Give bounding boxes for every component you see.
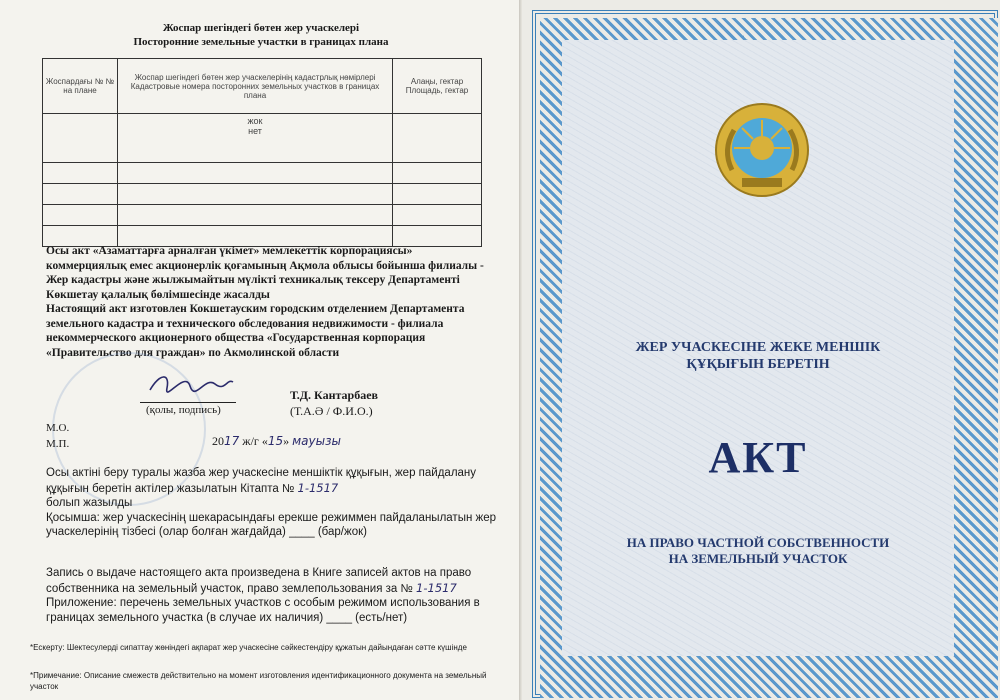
signature-line	[140, 402, 236, 403]
cover-akt: АКТ	[708, 433, 808, 482]
date-close: »	[283, 434, 290, 448]
appendix-ru: Приложение: перечень земельных участков с особым режимом использования в границах земельного участка (в случае их наличия) ____ (есть/нет)	[46, 597, 480, 624]
signer-caption: (Т.А.Ә / Ф.И.О.)	[290, 404, 373, 418]
table-row	[43, 205, 482, 226]
col-number-header: Жоспардағы № № на плане	[43, 59, 118, 114]
issue-date	[212, 434, 341, 449]
none-kz: жок	[247, 116, 263, 126]
col-area-header: Алаңы, гектар Площадь, гектар	[393, 59, 482, 114]
table-title-kz: Жоспар шегіндегі бөтен жер учаскелері	[162, 22, 360, 34]
cover-title-ru-2: НА ЗЕМЕЛЬНЫЙ УЧАСТОК	[668, 551, 848, 566]
note-ru: *Примечание: Описание смежеств действительно на момент изготовления идентификационного документа на земельный участок	[30, 671, 487, 691]
plots-table	[42, 58, 482, 247]
note-kz: *Ескерту: Шектесулерді сипаттау жөніндегі ақпарат жер учаскесіне сәйкестендіру құжатын дайындаған сәтте күшінде	[30, 643, 467, 652]
signature-caption: (қолы, подпись)	[146, 404, 221, 416]
table-row	[43, 184, 482, 205]
right-page	[522, 0, 1000, 700]
date-year: 17	[224, 434, 240, 448]
appendix-kz: Қосымша: жер учаскесінің шекарасындағы ерекше режиммен пайдаланылатын жер учаскелерінің тізбесі (олар болған жағдайда) ____ (бар/жок)	[46, 511, 496, 538]
registration-ru-text: Запись о выдаче настоящего акта произведена в Книге записей актов на право собственника на земельный участок, право землепользования за №	[46, 567, 472, 595]
date-month: мауызы	[292, 434, 341, 448]
mp-label: М.П.	[46, 438, 70, 450]
table-row	[43, 163, 482, 184]
col-cadastral-header: Жоспар шегіндегі бөтен жер учаскелерінің кадастрлық нөмірлері Кадастровые номера посторонних земельных участков в границах плана	[118, 59, 393, 114]
registration-ru	[46, 566, 496, 625]
date-day: 15	[267, 434, 284, 448]
signature	[145, 368, 235, 398]
registration-kz	[46, 466, 496, 540]
registration-kz-end: болып жазылды	[46, 497, 133, 509]
cover-title-kz-1: ЖЕР УЧАСКЕСІНЕ ЖЕКЕ МЕНШІК	[635, 340, 881, 355]
book-number-ru: 1-1517	[416, 580, 457, 595]
state-emblem-icon	[712, 100, 812, 200]
cover-title-kz-2: ҚҰҚЫҒЫН БЕРЕТІН	[686, 357, 830, 372]
issuer-text-kz: Осы акт «Азаматтарға арналған үкімет» мемлекеттік корпорациясы» коммерциялық емес акционерлік қоғамының Ақмола облысы бойынша филиалы - Жер кадастры және жылжымайтын мүлікті техникалық тексеру Департаменті Көкшетау қалалық бөлімшесінде жасалды	[46, 245, 484, 301]
date-mid: ж/г «	[242, 434, 268, 448]
table-title-ru: Посторонние земельные участки в границах плана	[133, 36, 389, 48]
none-ru: нет	[248, 126, 262, 136]
table-header-row	[43, 59, 482, 114]
date-prefix: 20	[212, 434, 224, 448]
none-cell	[118, 114, 393, 163]
issuer-text-ru: Настоящий акт изготовлен Кокшетауским городским отделением Департамента земельного кадастра и технического обследования недвижимости - филиала некоммерческого акционерного общества «Государственная корпорация «Правительство для граждан» по Акмолинской области	[46, 303, 465, 359]
mo-label: М.О.	[46, 422, 70, 434]
registration-kz-text: Осы актіні беру туралы жазба жер учаскесіне меншіктік құқығын, жер пайдалану құқығын беретін актілер жазылатын Кітапта №	[46, 467, 477, 495]
table-row	[43, 114, 482, 163]
cover-title-ru-1: НА ПРАВО ЧАСТНОЙ СОБСТВЕННОСТИ	[626, 535, 890, 550]
signer-name: Т.Д. Кантарбаев	[290, 388, 379, 402]
book-number-kz: 1-1517	[297, 480, 339, 495]
